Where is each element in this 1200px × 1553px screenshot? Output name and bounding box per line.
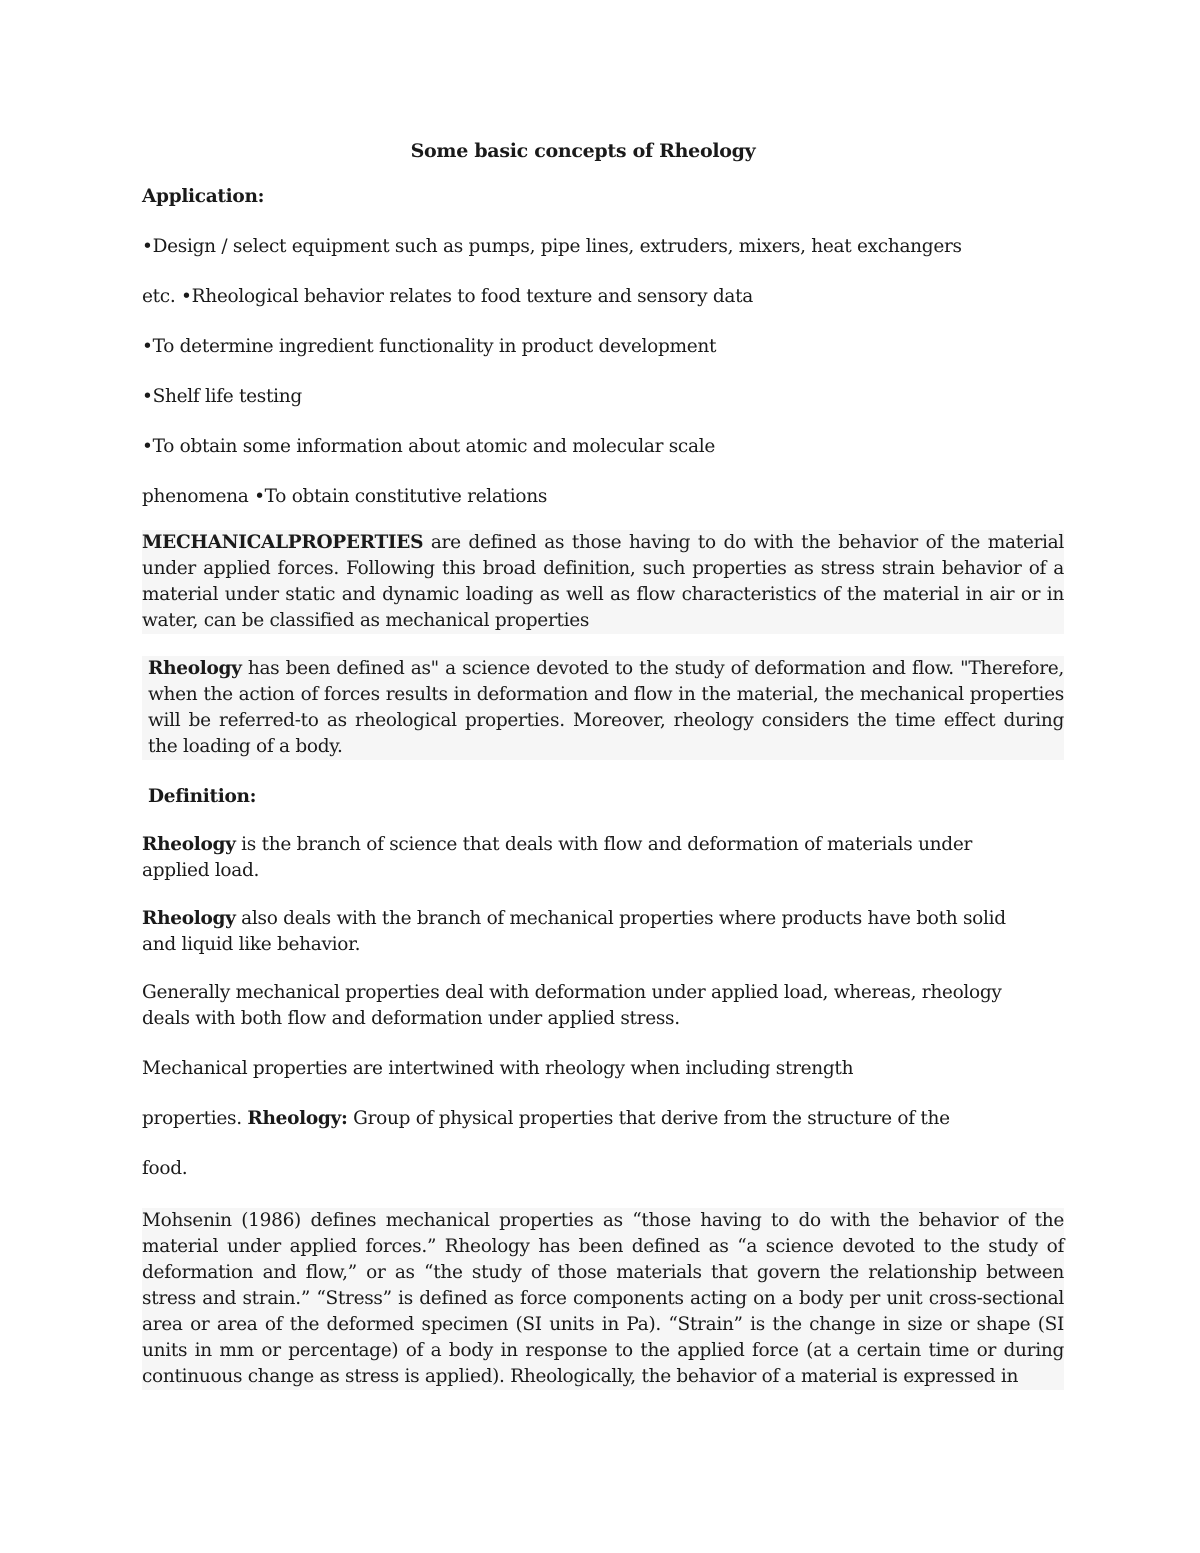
- definition-p1-text: is the branch of science that deals with flow and deformation of materials under applied load.: [142, 834, 973, 881]
- definition-paragraph-3: Generally mechanical properties deal with deformation under applied load, whereas, rheology deals with both flow and deformation under applied stress.: [142, 982, 1002, 1029]
- application-line-5: •To obtain some information about atomic and molecular scale: [142, 436, 715, 457]
- definition-p2-text: also deals with the branch of mechanical properties where products have both solid and liquid like behavior.: [142, 908, 1006, 955]
- definition-p1-term: Rheology: [142, 834, 236, 855]
- rheology-definition-paragraph: [142, 656, 1064, 760]
- definition-p5-term: Rheology:: [247, 1108, 348, 1129]
- rheology-definition-term: Rheology: [148, 658, 242, 679]
- definition-p5-text: Group of physical properties that derive from the structure of the: [347, 1108, 950, 1129]
- definition-heading: Definition:: [148, 786, 257, 807]
- application-line-6: phenomena •To obtain constitutive relations: [142, 486, 548, 507]
- rheology-definition-text: has been defined as" a science devoted to the study of deformation and flow. "Therefore, when the action of forces results in deformation and flow in the material, the mechanical properties will be referred-to as rheological properties. Moreover, rheology considers the time effect during the loading of a body.: [148, 658, 1064, 757]
- document-body: [142, 138, 1064, 1412]
- application-line-4: •Shelf life testing: [142, 386, 302, 407]
- application-line-2: etc. •Rheological behavior relates to food texture and sensory data: [142, 286, 754, 307]
- page-title: Some basic concepts of Rheology: [410, 140, 756, 162]
- application-line-3: •To determine ingredient functionality in product development: [142, 336, 717, 357]
- definition-p5-pre: properties.: [142, 1108, 248, 1129]
- mechanical-properties-text: are defined as those having to do with the behavior of the material under applied forces. Following this broad definition, such properties as stress strain behavior of a material under static and dynamic loading as well as flow characteristics of the material in air or in water, can be classified as mechanical properties: [142, 532, 1064, 631]
- definition-paragraph-6: food.: [142, 1158, 188, 1179]
- definition-paragraph-5: [142, 1106, 1064, 1132]
- definition-paragraph-2: [142, 906, 1032, 958]
- definition-p2-term: Rheology: [142, 908, 236, 929]
- mohsenin-paragraph: Mohsenin (1986) defines mechanical properties as “those having to do with the behavior of the material under applied forces.” Rheology has been defined as “a science devoted to the study of deformation and flow,” or as “the study of those materials that govern the relationship between stress and strain.” “Stress” is defined as force components acting on a body per unit cross-sectional area or area of the deformed specimen (SI units in Pa). “Strain” is the change in size or shape (SI units in mm or percentage) of a body in response to the applied force (at a certain time or during continuous change as stress is applied). Rheologically, the behavior of a material is expressed in: [142, 1208, 1064, 1390]
- mechanical-properties-term: MECHANICALPROPERTIES: [142, 532, 424, 553]
- application-heading: Application:: [142, 186, 265, 207]
- application-line-1: •Design / select equipment such as pumps, pipe lines, extruders, mixers, heat exchangers: [142, 236, 962, 257]
- definition-paragraph-4: Mechanical properties are intertwined with rheology when including strength: [142, 1058, 854, 1079]
- definition-paragraph-1: [142, 832, 1002, 884]
- mechanical-properties-paragraph: [142, 530, 1064, 634]
